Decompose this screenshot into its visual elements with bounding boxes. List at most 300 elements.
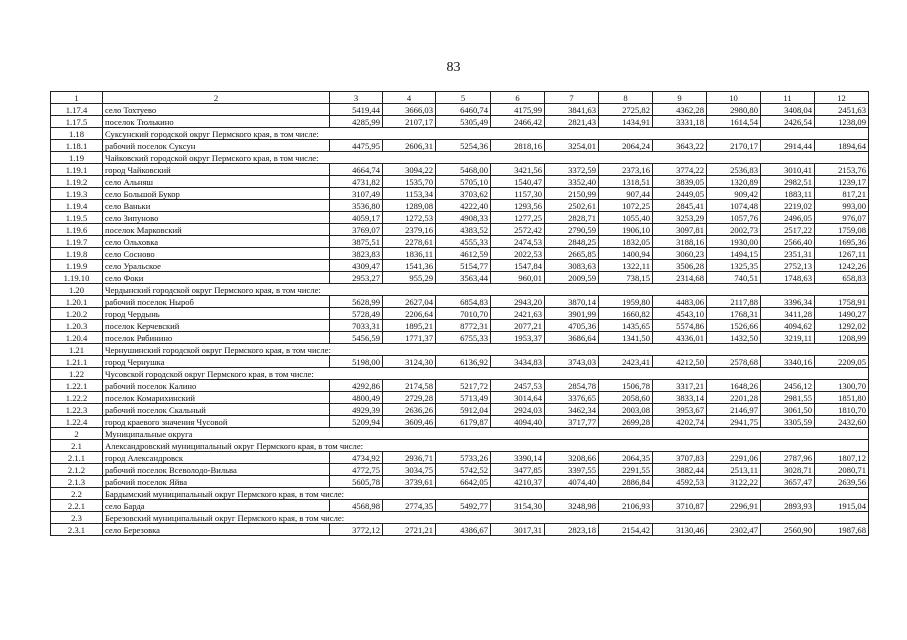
value-cell: 955,29 — [383, 272, 436, 284]
table-row — [51, 188, 869, 200]
value-cell: 2517,22 — [761, 224, 815, 236]
value-cell: 6136,92 — [436, 356, 491, 368]
value-cell: 3477,85 — [491, 464, 545, 476]
settlement-name: поселок Рябинино — [103, 332, 330, 344]
value-cell: 1242,26 — [815, 260, 869, 272]
value-cell: 2982,51 — [761, 176, 815, 188]
value-cell: 2941,75 — [707, 416, 761, 428]
value-cell: 1540,47 — [491, 176, 545, 188]
table-row — [51, 464, 869, 476]
value-cell: 5705,10 — [436, 176, 491, 188]
header-cell: 10 — [707, 92, 761, 104]
value-cell: 1930,00 — [707, 236, 761, 248]
value-cell: 2729,28 — [383, 392, 436, 404]
settlement-name: поселок Тюлькино — [103, 116, 330, 128]
settlement-name: село Альняш — [103, 176, 330, 188]
value-cell: 817,21 — [815, 188, 869, 200]
value-cell: 1490,27 — [815, 308, 869, 320]
value-cell: 4210,37 — [491, 476, 545, 488]
value-cell: 5198,00 — [330, 356, 383, 368]
value-cell: 4383,52 — [436, 224, 491, 236]
value-cell: 1526,66 — [707, 320, 761, 332]
value-cell: 1318,51 — [599, 176, 653, 188]
value-cell: 1541,36 — [383, 260, 436, 272]
value-cell: 2699,28 — [599, 416, 653, 428]
value-cell: 3609,46 — [383, 416, 436, 428]
value-cell: 3882,44 — [653, 464, 707, 476]
value-cell: 2787,96 — [761, 452, 815, 464]
value-cell: 3710,87 — [653, 500, 707, 512]
value-cell: 1341,50 — [599, 332, 653, 344]
value-cell: 7010,70 — [436, 308, 491, 320]
settlement-name: город краевого значения Чусовой — [103, 416, 330, 428]
table-row — [51, 392, 869, 404]
value-cell: 1272,53 — [383, 212, 436, 224]
value-cell: 2058,60 — [599, 392, 653, 404]
value-cell: 1434,91 — [599, 116, 653, 128]
value-cell: 1238,09 — [815, 116, 869, 128]
value-cell: 3028,71 — [761, 464, 815, 476]
row-index: 2.1.1 — [51, 452, 103, 464]
value-cell: 5456,59 — [330, 332, 383, 344]
settlement-name: село Барда — [103, 500, 330, 512]
section-title: Березовский муниципальный округ Пермского края, в том числе: — [103, 512, 869, 524]
row-index: 1.19.5 — [51, 212, 103, 224]
value-cell: 3774,22 — [653, 164, 707, 176]
value-cell: 5209,94 — [330, 416, 383, 428]
value-cell: 3083,63 — [545, 260, 599, 272]
value-cell: 738,15 — [599, 272, 653, 284]
value-cell: 3010,41 — [761, 164, 815, 176]
value-cell: 2146,97 — [707, 404, 761, 416]
value-cell: 3124,30 — [383, 356, 436, 368]
table-row — [51, 416, 869, 428]
value-cell: 2174,58 — [383, 380, 436, 392]
value-cell: 4292,86 — [330, 380, 383, 392]
row-index: 1.20.3 — [51, 320, 103, 332]
settlement-name: село Березовка — [103, 524, 330, 536]
row-index: 1.19 — [51, 152, 103, 164]
value-cell: 2426,54 — [761, 116, 815, 128]
value-cell: 1695,36 — [815, 236, 869, 248]
value-cell: 976,07 — [815, 212, 869, 224]
row-index: 1.19.8 — [51, 248, 103, 260]
value-cell: 1836,11 — [383, 248, 436, 260]
value-cell: 3094,22 — [383, 164, 436, 176]
value-cell: 2636,26 — [383, 404, 436, 416]
settlement-name: село Тохтуево — [103, 104, 330, 116]
value-cell: 6755,33 — [436, 332, 491, 344]
value-cell: 2077,21 — [491, 320, 545, 332]
header-cell: 9 — [653, 92, 707, 104]
value-cell: 2981,55 — [761, 392, 815, 404]
value-cell: 5154,77 — [436, 260, 491, 272]
section-title: Суксунский городской округ Пермского края, в том числе: — [103, 128, 869, 140]
value-cell: 8772,31 — [436, 320, 491, 332]
value-cell: 2466,42 — [491, 116, 545, 128]
table-row — [51, 200, 869, 212]
value-cell: 3253,29 — [653, 212, 707, 224]
value-cell: 4555,33 — [436, 236, 491, 248]
value-cell: 1759,08 — [815, 224, 869, 236]
value-cell: 3772,12 — [330, 524, 383, 536]
value-cell: 1535,70 — [383, 176, 436, 188]
value-cell: 3122,22 — [707, 476, 761, 488]
value-cell: 2291,06 — [707, 452, 761, 464]
value-cell: 3953,67 — [653, 404, 707, 416]
value-cell: 4568,98 — [330, 500, 383, 512]
value-cell: 1953,37 — [491, 332, 545, 344]
table-row — [51, 356, 869, 368]
value-cell: 1959,80 — [599, 296, 653, 308]
value-cell: 2848,25 — [545, 236, 599, 248]
value-cell: 2451,63 — [815, 104, 869, 116]
value-cell: 2432,60 — [815, 416, 869, 428]
value-cell: 1289,08 — [383, 200, 436, 212]
row-index: 2 — [51, 428, 103, 440]
header-cell: 3 — [330, 92, 383, 104]
value-cell: 4734,92 — [330, 452, 383, 464]
value-cell: 3666,03 — [383, 104, 436, 116]
value-cell: 3034,75 — [383, 464, 436, 476]
value-cell: 1748,63 — [761, 272, 815, 284]
value-cell: 4475,95 — [330, 140, 383, 152]
table-row — [51, 332, 869, 344]
value-cell: 3340,16 — [761, 356, 815, 368]
value-cell: 1807,12 — [815, 452, 869, 464]
row-index: 1.22.4 — [51, 416, 103, 428]
section-row — [51, 512, 869, 524]
value-cell: 3208,66 — [545, 452, 599, 464]
value-cell: 2002,73 — [707, 224, 761, 236]
value-cell: 2154,42 — [599, 524, 653, 536]
value-cell: 5628,99 — [330, 296, 383, 308]
section-row — [51, 440, 869, 452]
table-row — [51, 224, 869, 236]
value-cell: 3707,83 — [653, 452, 707, 464]
table-row — [51, 164, 869, 176]
table-row — [51, 248, 869, 260]
value-cell: 5217,72 — [436, 380, 491, 392]
value-cell: 4094,40 — [491, 416, 545, 428]
value-cell: 2302,47 — [707, 524, 761, 536]
value-cell: 3703,62 — [436, 188, 491, 200]
value-cell: 4800,49 — [330, 392, 383, 404]
value-cell: 740,51 — [707, 272, 761, 284]
value-cell: 4336,01 — [653, 332, 707, 344]
value-cell: 3462,34 — [545, 404, 599, 416]
value-cell: 2296,91 — [707, 500, 761, 512]
value-cell: 1660,82 — [599, 308, 653, 320]
value-cell: 4202,74 — [653, 416, 707, 428]
section-title: Чердынский городской округ Пермского края, в том числе: — [103, 284, 869, 296]
section-title: Чусовской городской округ Пермского края, в том числе: — [103, 368, 869, 380]
value-cell: 2854,78 — [545, 380, 599, 392]
value-cell: 993,00 — [815, 200, 869, 212]
settlement-name: село Уральское — [103, 260, 330, 272]
value-cell: 4059,17 — [330, 212, 383, 224]
row-index: 1.19.9 — [51, 260, 103, 272]
value-cell: 3130,46 — [653, 524, 707, 536]
value-cell: 6179,87 — [436, 416, 491, 428]
value-cell: 2449,05 — [653, 188, 707, 200]
value-cell: 3396,34 — [761, 296, 815, 308]
value-cell: 3061,50 — [761, 404, 815, 416]
value-cell: 3248,98 — [545, 500, 599, 512]
row-index: 1.22.2 — [51, 392, 103, 404]
value-cell: 3434,83 — [491, 356, 545, 368]
section-title: Чернушинский городской округ Пермского края, в том числе: — [103, 344, 869, 356]
value-cell: 4705,36 — [545, 320, 599, 332]
settlement-name: поселок Марковский — [103, 224, 330, 236]
data-table — [50, 91, 869, 536]
value-cell: 2219,02 — [761, 200, 815, 212]
value-cell: 2823,18 — [545, 524, 599, 536]
value-cell: 1239,17 — [815, 176, 869, 188]
value-cell: 1435,65 — [599, 320, 653, 332]
value-cell: 3305,59 — [761, 416, 815, 428]
row-index: 2.1.3 — [51, 476, 103, 488]
value-cell: 2421,63 — [491, 308, 545, 320]
value-cell: 1157,30 — [491, 188, 545, 200]
header-cell: 11 — [761, 92, 815, 104]
value-cell: 960,01 — [491, 272, 545, 284]
table-row — [51, 236, 869, 248]
value-cell: 4772,75 — [330, 464, 383, 476]
row-index: 1.18.1 — [51, 140, 103, 152]
value-cell: 2064,24 — [599, 140, 653, 152]
settlement-name: село Зипуново — [103, 212, 330, 224]
section-title: Чайковский городской округ Пермского края, в том числе: — [103, 152, 869, 164]
value-cell: 3254,01 — [545, 140, 599, 152]
value-cell: 5419,44 — [330, 104, 383, 116]
value-cell: 3421,56 — [491, 164, 545, 176]
row-index: 1.19.4 — [51, 200, 103, 212]
value-cell: 1267,11 — [815, 248, 869, 260]
table-row — [51, 404, 869, 416]
value-cell: 5912,04 — [436, 404, 491, 416]
row-index: 1.22.1 — [51, 380, 103, 392]
value-cell: 2496,05 — [761, 212, 815, 224]
value-cell: 4362,28 — [653, 104, 707, 116]
value-cell: 5254,36 — [436, 140, 491, 152]
value-cell: 2536,83 — [707, 164, 761, 176]
value-cell: 3643,22 — [653, 140, 707, 152]
value-cell: 2665,85 — [545, 248, 599, 260]
row-index: 2.2.1 — [51, 500, 103, 512]
row-index: 2.2 — [51, 488, 103, 500]
section-row — [51, 428, 869, 440]
settlement-name: рабочий поселок Суксун — [103, 140, 330, 152]
value-cell: 2606,31 — [383, 140, 436, 152]
value-cell: 3331,18 — [653, 116, 707, 128]
value-cell: 4074,40 — [545, 476, 599, 488]
value-cell: 3014,64 — [491, 392, 545, 404]
value-cell: 2560,90 — [761, 524, 815, 536]
value-cell: 2117,88 — [707, 296, 761, 308]
value-cell: 3901,99 — [545, 308, 599, 320]
value-cell: 3506,28 — [653, 260, 707, 272]
table-row — [51, 212, 869, 224]
value-cell: 4908,33 — [436, 212, 491, 224]
value-cell: 4386,67 — [436, 524, 491, 536]
value-cell: 3870,14 — [545, 296, 599, 308]
row-index: 2.1 — [51, 440, 103, 452]
value-cell: 2893,93 — [761, 500, 815, 512]
value-cell: 2725,82 — [599, 104, 653, 116]
row-index: 1.20.1 — [51, 296, 103, 308]
value-cell: 2828,71 — [545, 212, 599, 224]
value-cell: 1987,68 — [815, 524, 869, 536]
value-cell: 6460,74 — [436, 104, 491, 116]
value-cell: 3408,04 — [761, 104, 815, 116]
value-cell: 3411,28 — [761, 308, 815, 320]
value-cell: 2774,35 — [383, 500, 436, 512]
value-cell: 1810,70 — [815, 404, 869, 416]
value-cell: 1915,04 — [815, 500, 869, 512]
value-cell: 3188,16 — [653, 236, 707, 248]
value-cell: 3563,44 — [436, 272, 491, 284]
settlement-name: село Фоки — [103, 272, 330, 284]
value-cell: 4612,59 — [436, 248, 491, 260]
value-cell: 3397,55 — [545, 464, 599, 476]
value-cell: 1768,31 — [707, 308, 761, 320]
value-cell: 2474,53 — [491, 236, 545, 248]
value-cell: 5468,00 — [436, 164, 491, 176]
value-cell: 5728,49 — [330, 308, 383, 320]
settlement-name: город Чайковский — [103, 164, 330, 176]
value-cell: 1832,05 — [599, 236, 653, 248]
value-cell: 1494,15 — [707, 248, 761, 260]
value-cell: 2153,76 — [815, 164, 869, 176]
table-row — [51, 500, 869, 512]
value-cell: 2886,84 — [599, 476, 653, 488]
value-cell: 2206,64 — [383, 308, 436, 320]
row-index: 1.19.1 — [51, 164, 103, 176]
value-cell: 4175,99 — [491, 104, 545, 116]
table-row — [51, 308, 869, 320]
value-cell: 2009,59 — [545, 272, 599, 284]
value-cell: 1895,21 — [383, 320, 436, 332]
value-cell: 1277,25 — [491, 212, 545, 224]
value-cell: 4592,53 — [653, 476, 707, 488]
value-cell: 4285,99 — [330, 116, 383, 128]
value-cell: 1547,84 — [491, 260, 545, 272]
row-index: 1.21 — [51, 344, 103, 356]
settlement-name: рабочий поселок Скальный — [103, 404, 330, 416]
value-cell: 2080,71 — [815, 464, 869, 476]
value-cell: 1771,37 — [383, 332, 436, 344]
value-cell: 6854,83 — [436, 296, 491, 308]
value-cell: 5605,78 — [330, 476, 383, 488]
table-row — [51, 452, 869, 464]
value-cell: 1400,94 — [599, 248, 653, 260]
row-index: 2.3 — [51, 512, 103, 524]
value-cell: 2003,08 — [599, 404, 653, 416]
value-cell: 1300,70 — [815, 380, 869, 392]
row-index: 1.20.4 — [51, 332, 103, 344]
row-index: 1.17.5 — [51, 116, 103, 128]
settlement-name: город Чердынь — [103, 308, 330, 320]
value-cell: 2064,35 — [599, 452, 653, 464]
value-cell: 3017,31 — [491, 524, 545, 536]
value-cell: 6642,05 — [436, 476, 491, 488]
value-cell: 2456,12 — [761, 380, 815, 392]
value-cell: 7033,31 — [330, 320, 383, 332]
table-row — [51, 524, 869, 536]
value-cell: 2379,16 — [383, 224, 436, 236]
value-cell: 3376,65 — [545, 392, 599, 404]
page-number: 83 — [446, 60, 461, 75]
value-cell: 3657,47 — [761, 476, 815, 488]
section-title: Александровский муниципальный округ Пермского края, в том числе: — [103, 440, 869, 452]
value-cell: 2790,59 — [545, 224, 599, 236]
value-cell: 5713,49 — [436, 392, 491, 404]
value-cell: 1851,80 — [815, 392, 869, 404]
value-cell: 2278,61 — [383, 236, 436, 248]
table-row — [51, 260, 869, 272]
settlement-name: поселок Керчевский — [103, 320, 330, 332]
value-cell: 1325,35 — [707, 260, 761, 272]
value-cell: 3372,59 — [545, 164, 599, 176]
value-cell: 1614,54 — [707, 116, 761, 128]
value-cell: 2914,44 — [761, 140, 815, 152]
table-row — [51, 296, 869, 308]
value-cell: 3317,21 — [653, 380, 707, 392]
value-cell: 5742,52 — [436, 464, 491, 476]
table-row — [51, 116, 869, 128]
value-cell: 2924,03 — [491, 404, 545, 416]
value-cell: 4212,50 — [653, 356, 707, 368]
value-cell: 3352,40 — [545, 176, 599, 188]
settlement-name: село Сосново — [103, 248, 330, 260]
value-cell: 3060,23 — [653, 248, 707, 260]
value-cell: 1055,40 — [599, 212, 653, 224]
value-cell: 2373,16 — [599, 164, 653, 176]
value-cell: 4664,74 — [330, 164, 383, 176]
value-cell: 3739,61 — [383, 476, 436, 488]
value-cell: 5574,86 — [653, 320, 707, 332]
value-cell: 2639,56 — [815, 476, 869, 488]
value-cell: 1320,89 — [707, 176, 761, 188]
value-cell: 4222,40 — [436, 200, 491, 212]
value-cell: 2980,80 — [707, 104, 761, 116]
value-cell: 2721,21 — [383, 524, 436, 536]
value-cell: 2150,99 — [545, 188, 599, 200]
value-cell: 2209,05 — [815, 356, 869, 368]
value-cell: 2752,13 — [761, 260, 815, 272]
value-cell: 2201,28 — [707, 392, 761, 404]
value-cell: 2423,41 — [599, 356, 653, 368]
settlement-name: село Ваньки — [103, 200, 330, 212]
value-cell: 1208,99 — [815, 332, 869, 344]
row-index: 2.1.2 — [51, 464, 103, 476]
header-cell: 12 — [815, 92, 869, 104]
value-cell: 5733,26 — [436, 452, 491, 464]
section-row — [51, 344, 869, 356]
row-index: 2.3.1 — [51, 524, 103, 536]
header-cell: 7 — [545, 92, 599, 104]
value-cell: 1057,76 — [707, 212, 761, 224]
value-cell: 5492,77 — [436, 500, 491, 512]
value-cell: 2821,43 — [545, 116, 599, 128]
value-cell: 2022,53 — [491, 248, 545, 260]
value-cell: 3769,07 — [330, 224, 383, 236]
value-cell: 2170,17 — [707, 140, 761, 152]
value-cell: 2314,68 — [653, 272, 707, 284]
value-cell: 5305,49 — [436, 116, 491, 128]
section-row — [51, 284, 869, 296]
